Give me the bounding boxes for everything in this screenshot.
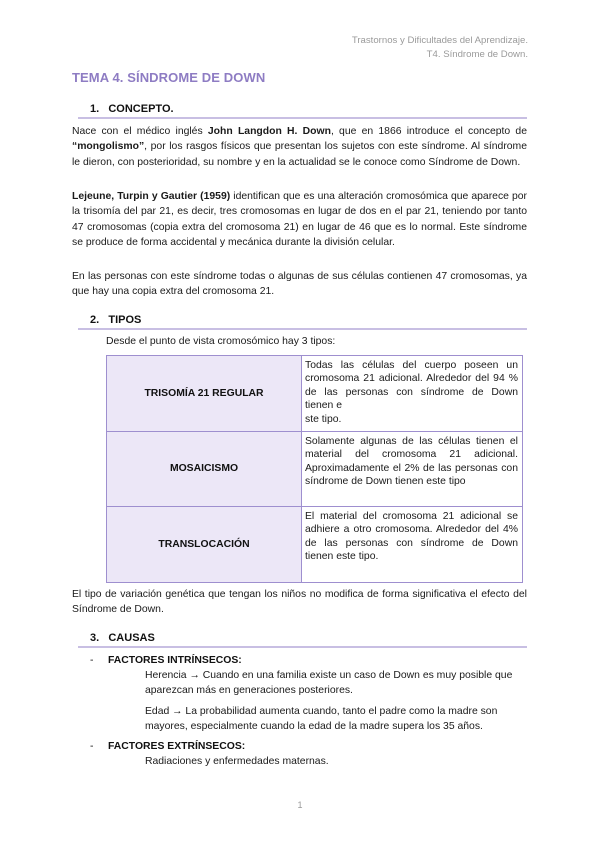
header-topic: T4. Síndrome de Down. — [426, 49, 528, 60]
section-label: TIPOS — [108, 314, 142, 326]
section-heading-causas — [90, 632, 155, 644]
table-row — [107, 432, 523, 507]
cell-text: Todas las células del cuerpo poseen un cromosoma 21 adicional. Alrededor del 94 % de las personas con síndrome de Down tienen e — [305, 360, 518, 412]
section-label: CAUSAS — [108, 632, 155, 644]
factores-intrinsecos-heading: FACTORES INTRÍNSECOS: — [108, 655, 242, 666]
table-cell-type: MOSAICISMO — [107, 432, 302, 507]
section-label: CONCEPTO. — [108, 103, 174, 115]
paragraph-concepto-2 — [72, 189, 527, 251]
section-heading-tipos — [90, 314, 141, 326]
tipos-intro: Desde el punto de vista cromosómico hay 3 tipos: — [106, 336, 336, 347]
extrinsecos-text: Radiaciones y enfermedades maternas. — [145, 756, 329, 767]
factores-extrinsecos-heading: FACTORES EXTRÍNSECOS: — [108, 741, 246, 752]
text-run: , que en 1866 introduce el concepto de — [330, 126, 527, 137]
table-row — [107, 507, 523, 583]
table-cell-description — [302, 356, 523, 432]
table-cell-description: Solamente algunas de las células tienen el material del cromosoma 21 adicional. Aproximadamente el 2% de las personas con síndrome de Down tienen este tipo — [302, 432, 523, 507]
text-run: Nace con el médico inglés — [72, 126, 208, 137]
page-number: 1 — [297, 800, 303, 810]
section-number: 2. — [90, 314, 100, 326]
text-bold: “mongolismo” — [72, 141, 145, 153]
text-bold: Lejeune, Turpin y Gautier (1959) — [72, 191, 231, 202]
tipos-after: El tipo de variación genética que tengan los niños no modifica de forma significativa el efecto del Síndrome de Down. — [72, 589, 527, 616]
tipos-table — [106, 355, 523, 583]
section-divider — [78, 117, 527, 119]
table-cell-type: TRISOMÍA 21 REGULAR — [107, 356, 302, 432]
table-cell-description: El material del cromosoma 21 adicional se adhiere a otro cromosoma. Alrededor del 4% de las personas con síndrome de Down tienen este tipo. — [302, 507, 523, 583]
paragraph-concepto-3: En las personas con este síndrome todas o algunas de sus células contienen 47 cromosomas, ya que hay una copia extra del cromosoma 21. — [72, 271, 527, 298]
header-course: Trastornos y Dificultades del Aprendizaje. — [351, 35, 528, 46]
section-divider — [78, 328, 527, 330]
running-header — [352, 34, 528, 62]
section-number: 3. — [90, 632, 100, 644]
section-number: 1. — [90, 103, 100, 115]
table-row — [107, 356, 523, 432]
herencia-text: Herencia → Cuando en una familia existe un caso de Down es muy posible que aparezcan más en generaciones posteriores. — [145, 670, 513, 697]
text-run: identifican que es una alteración cromosómica que aparece por la trisomía del par 21, es decir, tres cromosomas en lugar de dos en el par 21, teniendo por tanto 47 cromosomas (copia extra del cromosoma 21) en lugar de 46 que es lo normal. Este síndrome se produce de forma accidental y mecánica durante la división celular. — [72, 191, 528, 249]
section-heading-concepto — [90, 103, 174, 115]
text-run: , por los rasgos físicos que presentan los sujetos con este síndrome. Al síndrome le dieron, con posterioridad, su nombre y en la actualidad se le conoce como Síndrome de Down. — [72, 141, 527, 168]
section-divider — [78, 646, 527, 648]
text-bold: John Langdon H. Down — [207, 126, 331, 137]
bullet-marker: - — [90, 655, 94, 666]
cell-text: ste tipo. — [305, 413, 342, 425]
edad-text: Edad → La probabilidad aumenta cuando, tanto el padre como la madre son mayores, especialmente cuando la edad de la madre supera los 35 años. — [145, 706, 498, 733]
paragraph-concepto-1 — [72, 124, 527, 170]
page-title: TEMA 4. SÍNDROME DE DOWN — [72, 70, 266, 85]
table-cell-type: TRANSLOCACIÓN — [107, 507, 302, 583]
bullet-marker: - — [90, 741, 94, 752]
